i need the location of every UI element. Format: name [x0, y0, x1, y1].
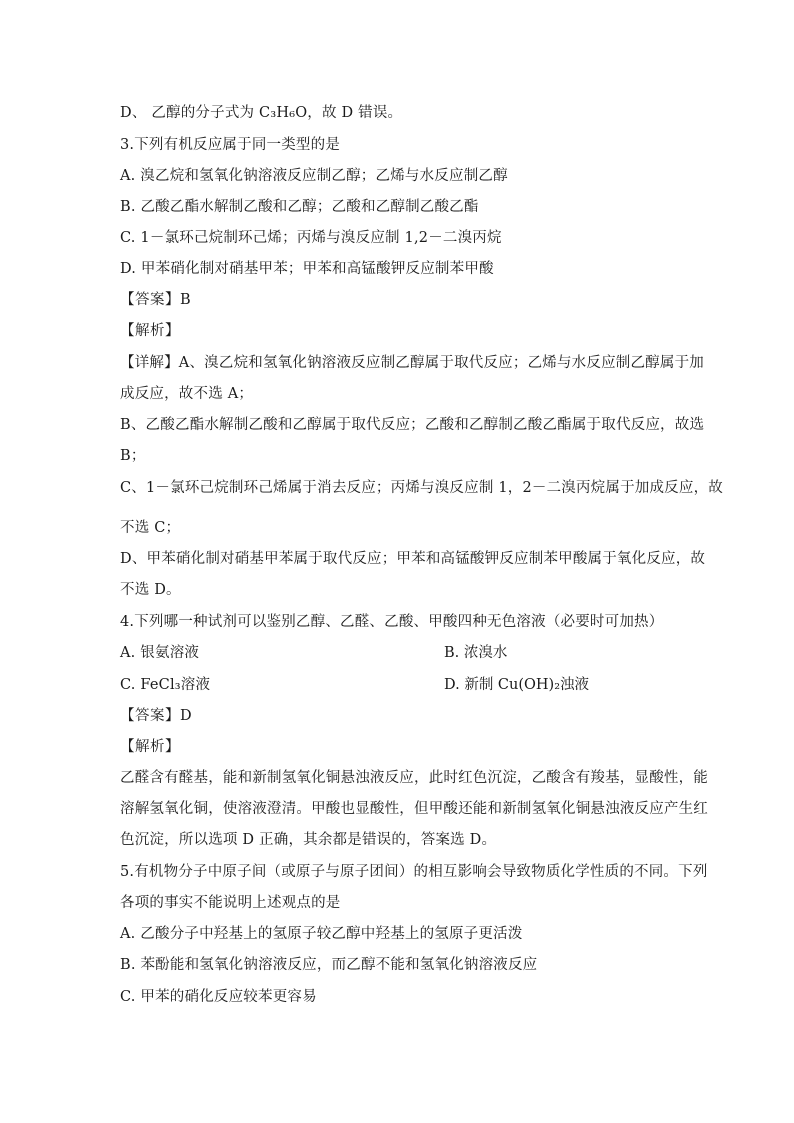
question-5-option-c: C. 甲苯的硝化反应较苯更容易: [120, 989, 317, 1005]
question-5-stem: 5.有机物分子中原子间（或原子与原子团间）的相互影响会导致物质化学性质的不同。下列: [120, 864, 708, 880]
question-3-option-a: A. 溴乙烷和氢氧化钠溶液反应制乙醇；乙烯与水反应制乙醇: [120, 168, 508, 184]
question-3-analysis-heading: 【解析】: [120, 323, 180, 339]
question-4-stem: 4.下列哪一种试剂可以鉴别乙醇、乙醛、乙酸、甲酸四种无色溶液（必要时可加热）: [120, 614, 664, 630]
question-5-option-b: B. 苯酚能和氢氧化钠溶液反应，而乙醇不能和氢氧化钠溶液反应: [120, 957, 538, 973]
question-3-detail-line: B、乙酸乙酯水解制乙酸和乙醇属于取代反应；乙酸和乙醇制乙酸乙酯属于取代反应，故选: [120, 417, 705, 433]
question-5-option-a: A. 乙酸分子中羟基上的氢原子较乙醇中羟基上的氢原子更活泼: [120, 926, 523, 942]
question-3-detail-line: 不选 D。: [120, 582, 181, 598]
question-3-option-c: C. 1－氯环己烷制环己烯；丙烯与溴反应制 1,2－二溴丙烷: [120, 230, 502, 246]
question-4-analysis-line: 溶解氢氧化铜，使溶液澄清。甲酸也显酸性，但甲酸还能和新制氢氧化铜悬浊液反应产生红: [120, 801, 708, 817]
question-4-option-c: C. FeCl₃溶液: [120, 677, 211, 693]
text-line: D、 乙醇的分子式为 C₃H₆O，故 D 错误。: [120, 105, 403, 121]
question-4-analysis-line: 乙醛含有醛基，能和新制氢氧化铜悬浊液反应，此时红色沉淀，乙酸含有羧基，显酸性，能: [120, 770, 708, 786]
question-3-detail-line: 成反应，故不选 A；: [120, 386, 254, 402]
question-4-answer: 【答案】D: [120, 708, 193, 724]
question-3-option-d: D. 甲苯硝化制对硝基甲苯；甲苯和高锰酸钾反应制苯甲酸: [120, 261, 494, 277]
question-3-detail-line: 【详解】A、溴乙烷和氢氧化钠溶液反应制乙醇属于取代反应；乙烯与水反应制乙醇属于加: [120, 355, 704, 371]
question-3-option-b: B. 乙酸乙酯水解制乙酸和乙醇；乙酸和乙醇制乙酸乙酯: [120, 199, 479, 215]
question-5-stem: 各项的事实不能说明上述观点的是: [120, 895, 341, 911]
question-4-option-a: A. 银氨溶液: [120, 645, 200, 661]
question-3-answer: 【答案】B: [120, 292, 192, 308]
question-3-detail-line: D、甲苯硝化制对硝基甲苯属于取代反应；甲苯和高锰酸钾反应制苯甲酸属于氧化反应，故: [120, 551, 706, 567]
question-3-detail-line: C、1－氯环己烷制环己烯属于消去反应；丙烯与溴反应制 1，2－二溴丙烷属于加成反应，故: [120, 480, 723, 496]
question-3-detail-line: 不选 C；: [120, 520, 181, 536]
question-4-option-b: B. 浓溴水: [444, 645, 508, 661]
question-3-stem: 3.下列有机反应属于同一类型的是: [120, 137, 341, 153]
question-4-option-d: D. 新制 Cu(OH)₂浊液: [444, 677, 590, 693]
question-4-analysis-line: 色沉淀，所以选项 D 正确，其余都是错误的，答案选 D。: [120, 832, 497, 848]
question-3-detail-line: B；: [120, 448, 146, 464]
question-4-analysis-heading: 【解析】: [120, 739, 180, 755]
